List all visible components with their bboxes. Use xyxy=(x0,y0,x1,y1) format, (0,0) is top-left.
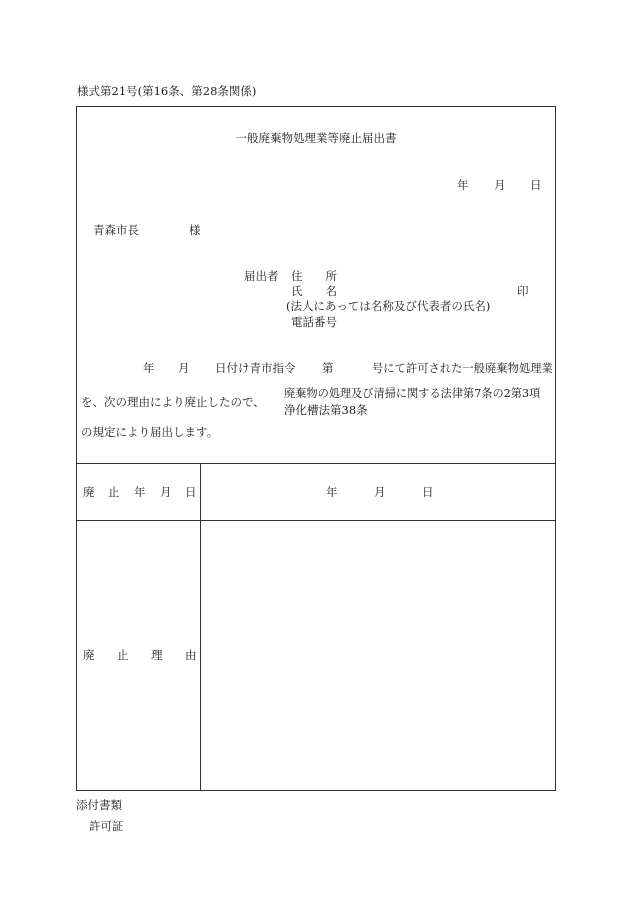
abolition-date-label-2: 止 xyxy=(108,485,120,499)
form-frame xyxy=(76,106,556,791)
law-option-1: 廃棄物の処理及び清掃に関する法律第7条の2第3項 xyxy=(284,387,541,400)
attachments-heading: 添付書類 xyxy=(76,798,122,812)
attachment-item: 許可証 xyxy=(89,819,124,833)
form-number: 様式第21号(第16条、第28条関係) xyxy=(77,84,257,98)
date-year: 年 xyxy=(457,178,469,192)
abolition-date-label-3: 年 xyxy=(134,485,146,499)
table-top-rule xyxy=(77,463,555,464)
seal-mark: 印 xyxy=(517,284,529,298)
table-column-divider xyxy=(200,463,201,791)
body-year: 年 xyxy=(143,361,155,375)
abolition-reason-label-4: 由 xyxy=(185,648,197,662)
abolition-date-label-4: 月 xyxy=(160,485,172,499)
body-line3: の規定により届出します。 xyxy=(81,425,219,439)
date-month: 月 xyxy=(494,178,506,192)
notifier-address-label: 住 所 xyxy=(291,269,337,283)
notifier-phone-label: 電話番号 xyxy=(291,315,337,329)
abolition-date-month: 月 xyxy=(374,485,386,499)
notifier-label: 届出者 xyxy=(244,269,279,283)
document-title: 一般廃棄物処理業等廃止届出書 xyxy=(235,131,397,145)
body-month: 月 xyxy=(178,361,190,375)
corporate-note: (法人にあっては名称及び代表者の氏名) xyxy=(286,299,491,313)
abolition-date-label-5: 日 xyxy=(185,485,197,499)
body-line2-prefix: を、次の理由により廃止したので、 xyxy=(81,395,265,409)
abolition-date-label-1: 廃 xyxy=(83,485,95,499)
body-date-prefix: 日付け青市指令 xyxy=(215,361,296,375)
abolition-reason-label-3: 理 xyxy=(151,648,163,662)
addressee-name: 青森市長 xyxy=(93,223,139,237)
law-option-2: 浄化槽法第38条 xyxy=(284,403,368,417)
abolition-reason-value xyxy=(207,527,547,787)
abolition-date-day: 日 xyxy=(422,485,434,499)
date-day: 日 xyxy=(530,178,542,192)
body-line1-suffix: 号にて許可された一般廃棄物処理業 xyxy=(372,362,553,375)
table-row-divider xyxy=(77,520,555,521)
addressee-honorific: 様 xyxy=(189,223,201,237)
abolition-date-year: 年 xyxy=(326,485,338,499)
abolition-reason-label-1: 廃 xyxy=(83,648,95,662)
abolition-reason-label-2: 止 xyxy=(117,648,129,662)
body-dai: 第 xyxy=(322,361,334,375)
notifier-name-label: 氏 名 xyxy=(291,284,337,298)
